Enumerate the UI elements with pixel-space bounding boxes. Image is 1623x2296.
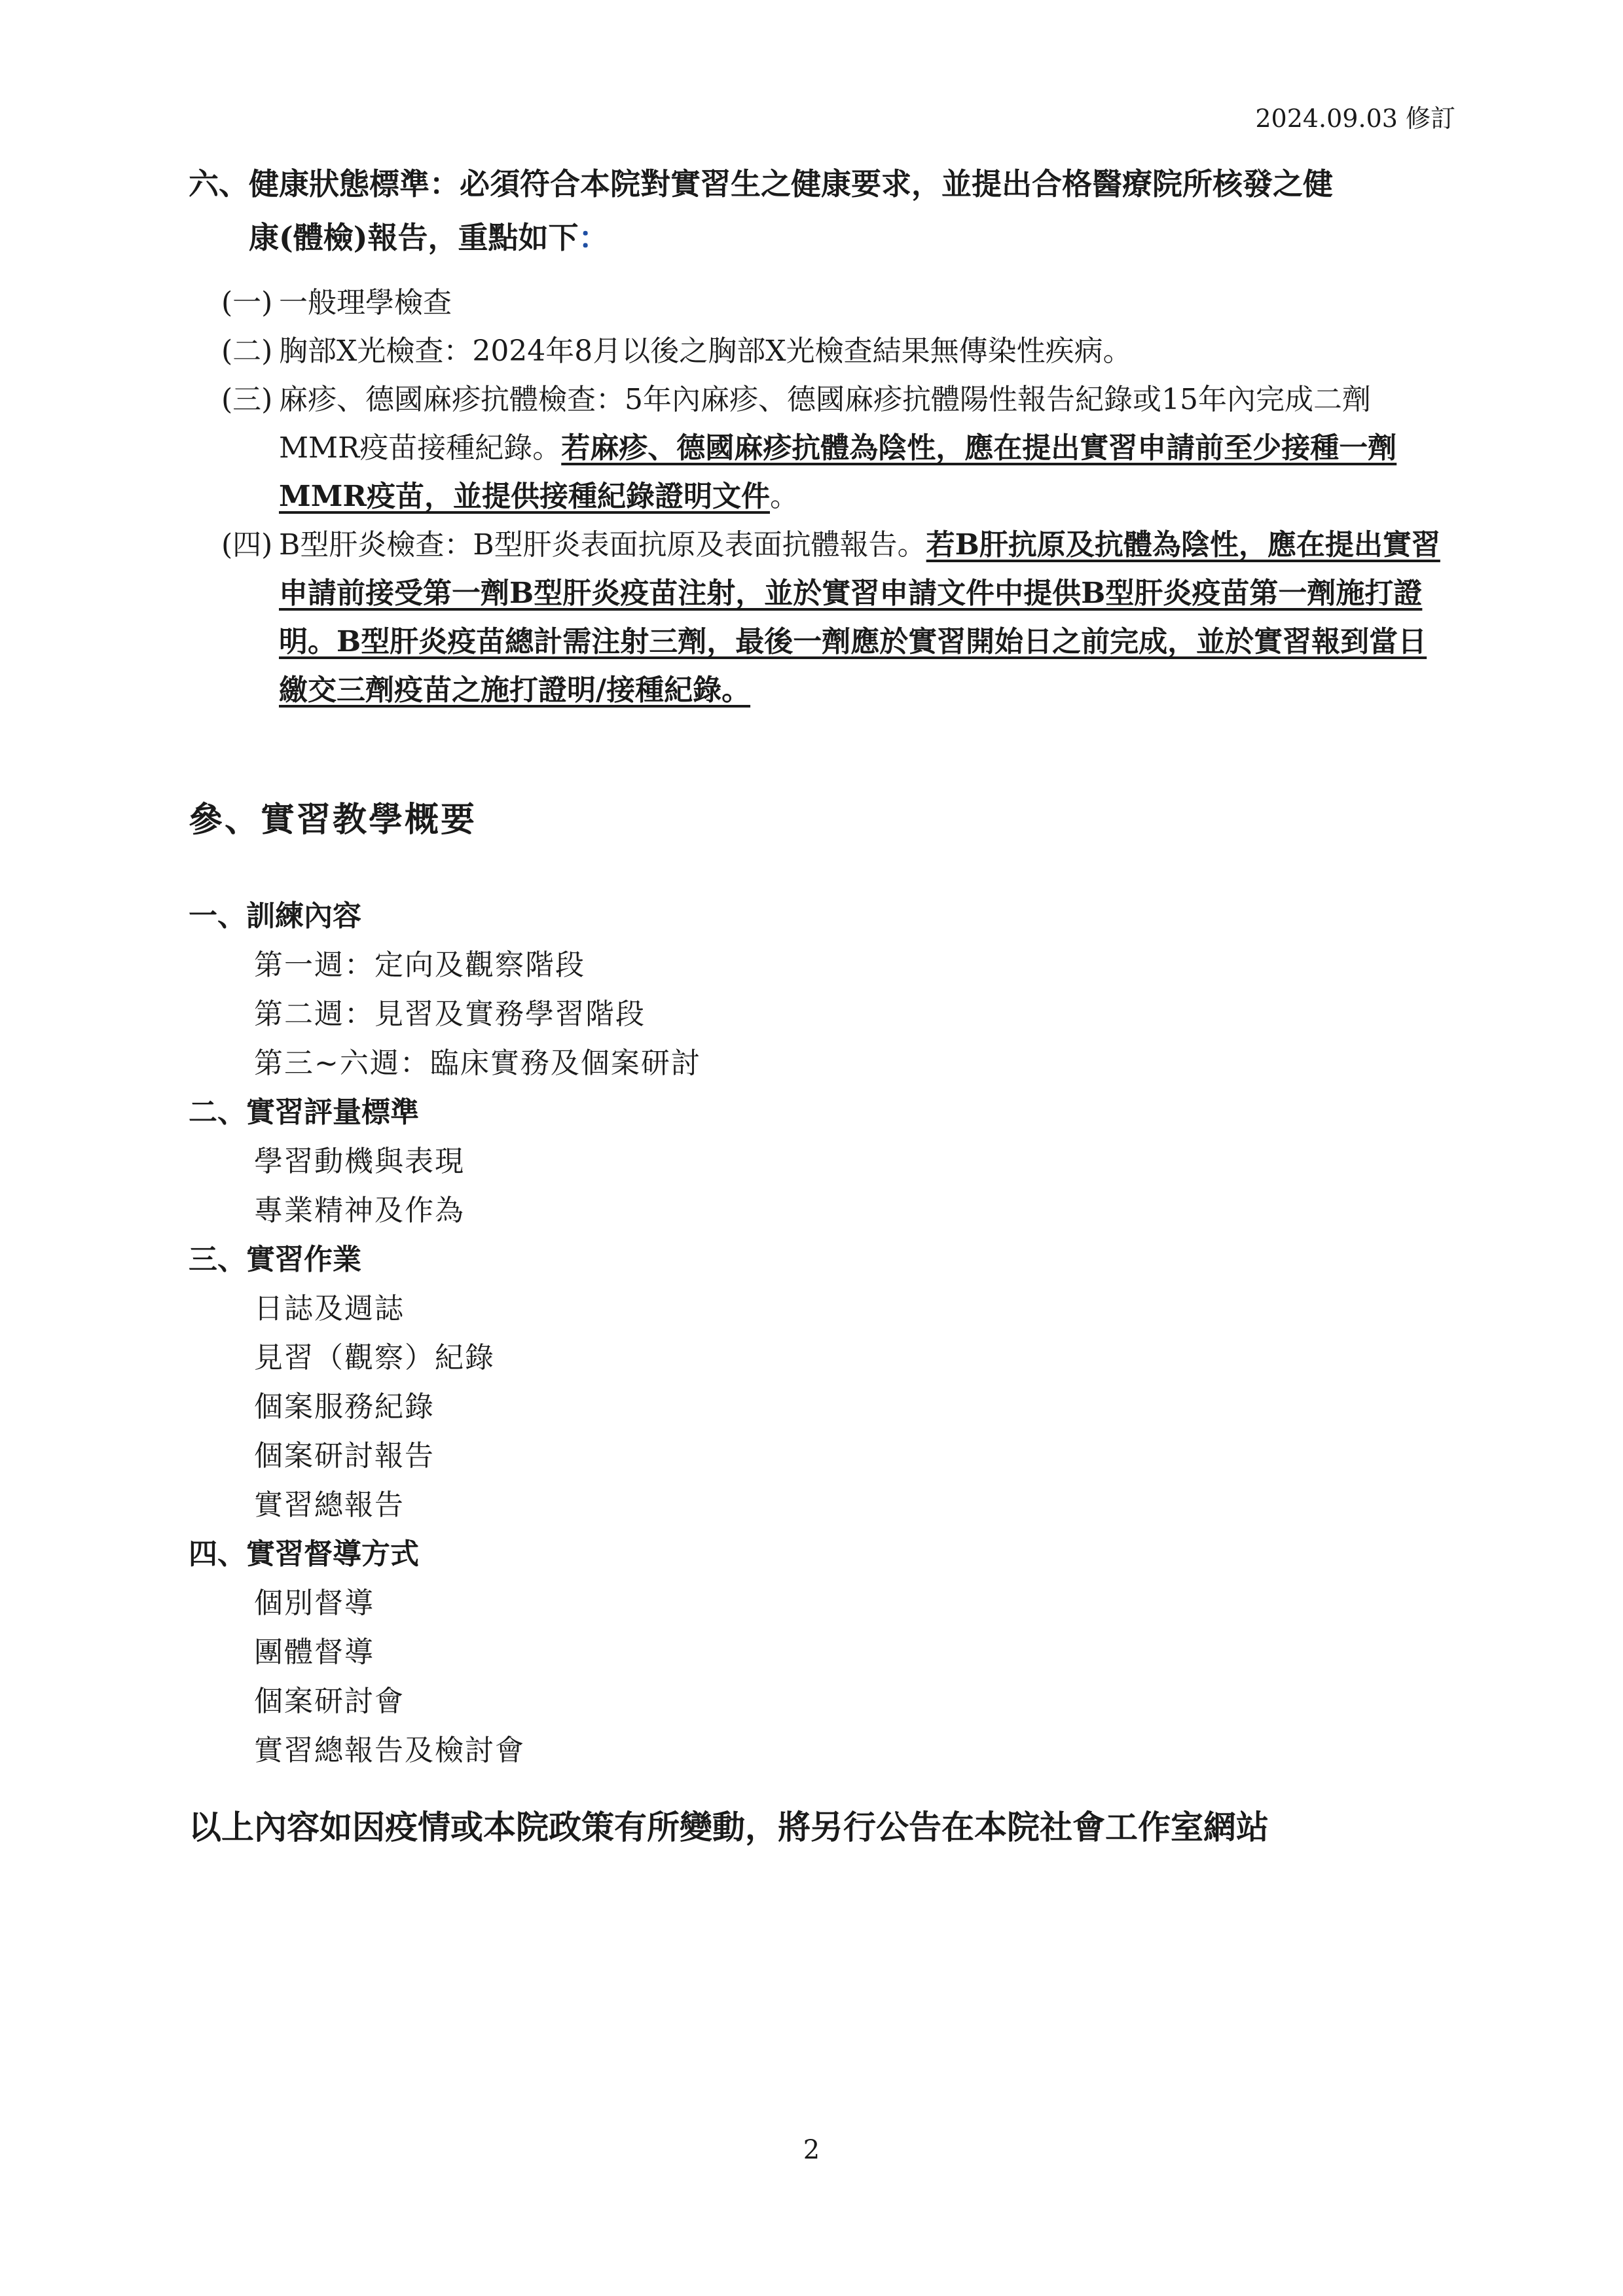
outline-item: 第一週：定向及觀察階段 <box>254 948 585 982</box>
item-emphasis: 若B肝抗原及抗體為陰性，應在提出實習申請前接受第一劑B型肝炎疫苗注射，並於實習申請文件中提供B型肝炎疫苗第一劑施打證明。B型肝炎疫苗總計需注射三劑，最後一劑應於實習開始日之前完成，並於實習報到當日繳交三劑疫苗之施打證明/接種紀錄。 <box>279 528 1440 707</box>
outline-item: 第三~六週：臨床實務及個案研討 <box>254 1047 701 1080</box>
health-standard-line2: 康(體檢)報告，重點如下： <box>249 220 609 255</box>
section-health-standard <box>189 157 1446 264</box>
outline-item: 專業精神及作為 <box>254 1194 465 1227</box>
item-text: B型肝炎檢查：B型肝炎表面抗原及表面抗體報告。 <box>279 528 926 562</box>
health-item-1 <box>221 279 1446 327</box>
outline-heading-training: 一、訓練內容 <box>189 899 361 933</box>
health-items-list <box>221 279 1446 715</box>
item-number: (一) <box>221 286 273 319</box>
item-number: (四) <box>221 528 273 562</box>
outline-heading-assignments: 三、實習作業 <box>189 1243 361 1276</box>
item-text: 麻疹、德國麻疹抗體檢查：5年內麻疹、德國麻疹抗體陽性報告紀錄或15年內完成二劑MMR疫苗接種紀錄。 <box>279 383 1371 465</box>
item-emphasis: 若麻疹、德國麻疹抗體為陰性，應在提出實習申請前至少接種一劑MMR疫苗，並提供接種紀錄證明文件 <box>279 431 1397 513</box>
health-item-2 <box>221 327 1446 376</box>
outline-item: 日誌及週誌 <box>254 1292 405 1325</box>
revision-date: 2024.09.03 修訂 <box>1255 104 1455 133</box>
item-number: (二) <box>221 334 273 368</box>
health-item-4 <box>221 521 1446 715</box>
outline-item: 個案研討報告 <box>254 1439 435 1473</box>
outline-item: 第二週：見習及實務學習階段 <box>254 997 646 1031</box>
outline-heading-evaluation: 二、實習評量標準 <box>189 1096 419 1129</box>
outline-item: 團體督導 <box>254 1636 374 1669</box>
page-number: 2 <box>803 2135 820 2165</box>
outline-item: 見習（觀察）紀錄 <box>254 1341 495 1374</box>
outline-item: 個案研討會 <box>254 1685 405 1718</box>
section3-title: 參、實習教學概要 <box>189 800 477 840</box>
teaching-outline <box>189 891 701 1775</box>
item-text: 胸部X光檢查：2024年8月以後之胸部X光檢查結果無傳染性疾病。 <box>279 334 1132 368</box>
outline-item: 實習總報告 <box>254 1488 405 1522</box>
health-standard-line1: 六、健康狀態標準：必須符合本院對實習生之健康要求，並提出合格醫療院所核發之健 <box>189 166 1333 202</box>
item-tail: 。 <box>769 480 799 513</box>
health-item-3 <box>221 376 1446 521</box>
policy-notice: 以上內容如因疫情或本院政策有所變動，將另行公告在本院社會工作室網站 <box>189 1808 1269 1846</box>
outline-item: 個別督導 <box>254 1587 374 1620</box>
outline-heading-supervision: 四、實習督導方式 <box>189 1537 419 1571</box>
blue-colon: ： <box>578 220 609 255</box>
item-text: 一般理學檢查 <box>279 286 452 319</box>
item-number: (三) <box>221 383 273 416</box>
outline-item: 實習總報告及檢討會 <box>254 1734 525 1767</box>
outline-item: 學習動機與表現 <box>254 1145 465 1178</box>
outline-item: 個案服務紀錄 <box>254 1390 435 1424</box>
